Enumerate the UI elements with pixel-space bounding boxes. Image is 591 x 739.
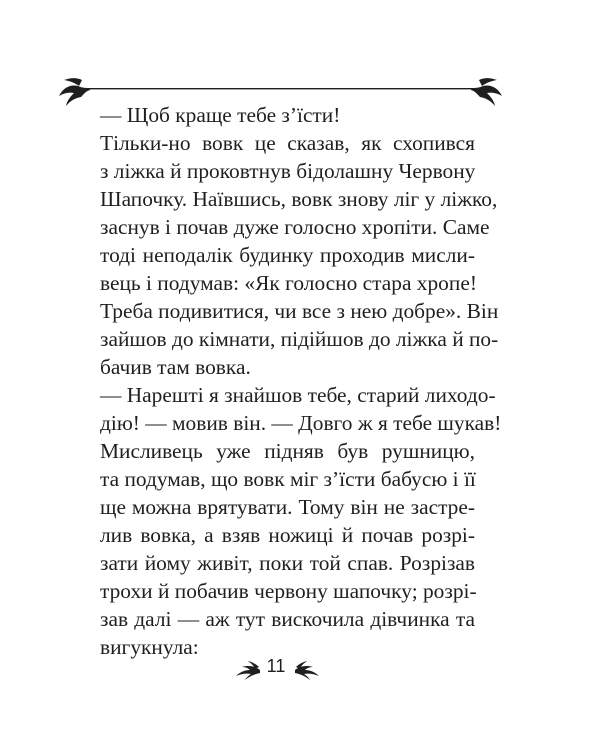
text-line: дію! — мовив він. — Довго ж я тебе шукав! — [100, 411, 502, 435]
text-line: зати йому живіт, поки той спав. Розрізав — [100, 551, 475, 575]
text-line: Мисливець уже підняв був рушницю, — [100, 439, 475, 463]
text-line: ще можна врятувати. Тому він не застре- — [100, 495, 475, 519]
page-number: 11 — [266, 656, 286, 676]
text-line: — Щоб краще тебе з’їсти! — [100, 103, 341, 127]
text-line: Тільки-но вовк це сказав, як схопився — [100, 131, 475, 155]
header-rule — [90, 88, 471, 89]
body-text — [100, 101, 502, 661]
text-line: — Нарешті я знайшов тебе, старий лиходо- — [100, 383, 496, 407]
text-line: з ліжка й проковтнув бідолашну Червону — [100, 159, 476, 183]
text-line: зайшов до кімнати, підійшов до ліжка й по- — [100, 327, 499, 351]
text-line: трохи й побачив червону шапочку; розрі- — [100, 579, 477, 603]
raven-right-icon — [471, 78, 502, 106]
text-line: Треба подивитися, чи все з нею добре». Він — [100, 299, 499, 323]
text-line: зав далі — аж тут вискочила дівчинка та — [100, 607, 475, 631]
text-line: заснув і почав дуже голосно хропіти. Саме — [100, 215, 490, 239]
raven-left-icon — [59, 78, 90, 106]
text-line: тоді неподалік будинку проходив мисли- — [100, 243, 475, 267]
swirl-right-icon — [292, 658, 322, 680]
text-line: бачив там вовка. — [100, 355, 251, 379]
text-line: Шапочку. Наївшись, вовк знову ліг у ліжко, — [100, 187, 498, 211]
text-line: лив вовка, а взяв ножиці й почав розрі- — [100, 523, 475, 547]
text-line: та подумав, що вовк міг з’їсти бабусю і її — [100, 467, 476, 491]
text-line: вець і подумав: «Як голосно стара хропе! — [100, 271, 477, 295]
page-footer — [0, 650, 591, 690]
text-line: вигукнула: — [100, 635, 199, 659]
swirl-left-icon — [233, 658, 263, 680]
